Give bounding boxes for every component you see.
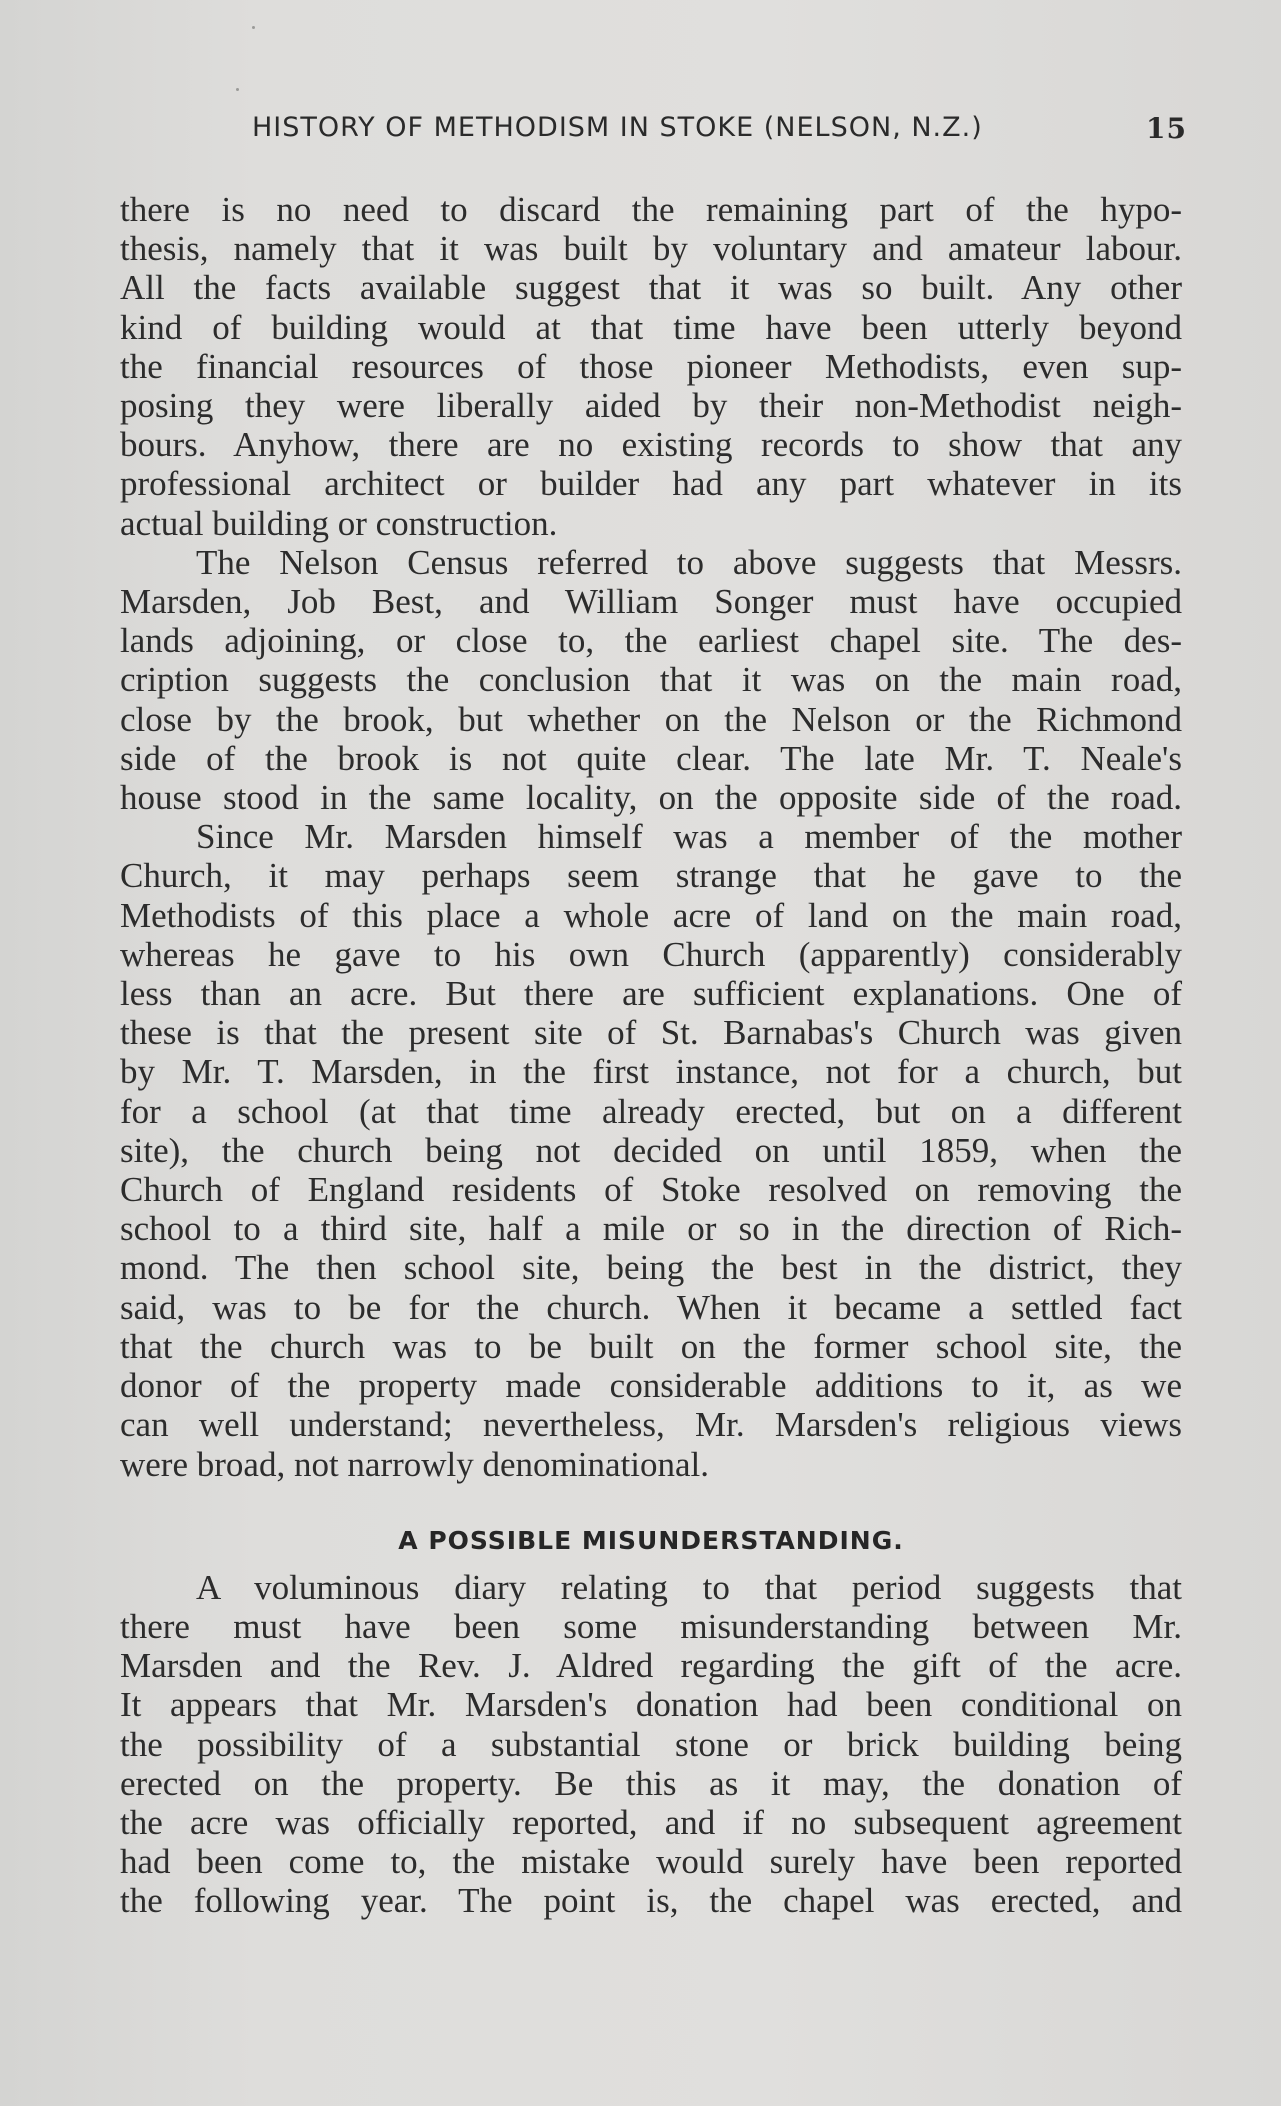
text-line: posing they were liberally aided by their non-Methodist neigh- — [120, 386, 1182, 426]
running-head-title: HISTORY OF METHODISM IN STOKE (NELSON, N.Z.) — [252, 112, 983, 143]
text-line: side of the brook is not quite clear. The late Mr. T. Neale's — [120, 738, 1182, 778]
text-line: the acre was officially reported, and if no subsequent agreement — [120, 1802, 1182, 1842]
text-line: cription suggests the conclusion that it was on the main road, — [120, 660, 1182, 700]
text-line: thesis, namely that it was built by voluntary and amateur labour. — [120, 229, 1182, 269]
text-line: A voluminous diary relating to that period suggests that — [196, 1567, 1182, 1607]
text-line: that the church was to be built on the former school site, the — [120, 1326, 1182, 1366]
text-line: close by the brook, but whether on the Nelson or the Richmond — [120, 699, 1182, 739]
text-line: site), the church being not decided on until 1859, when the — [120, 1130, 1182, 1170]
paragraph-2 — [120, 543, 1182, 817]
text-line: the financial resources of those pioneer Methodists, even sup- — [120, 346, 1182, 386]
page-number: 15 — [1146, 112, 1187, 145]
text-line: were broad, not narrowly denominational. — [120, 1444, 709, 1484]
text-line: lands adjoining, or close to, the earliest chapel site. The des- — [120, 621, 1182, 661]
text-line: It appears that Mr. Marsden's donation had been conditional on — [120, 1685, 1182, 1725]
paragraph-3 — [120, 817, 1182, 1483]
text-line: less than an acre. But there are sufficient explanations. One of — [120, 974, 1182, 1014]
text-line: the possibility of a substantial stone or brick building being — [120, 1724, 1182, 1764]
text-line: erected on the property. Be this as it may, the donation of — [120, 1763, 1182, 1803]
text-line: Marsden and the Rev. J. Aldred regarding the gift of the acre. — [120, 1646, 1182, 1686]
paragraph-1 — [120, 190, 1182, 543]
text-line: school to a third site, half a mile or so in the direction of Rich- — [120, 1209, 1182, 1249]
text-line: All the facts available suggest that it was so built. Any other — [120, 268, 1182, 308]
body-text — [120, 190, 1182, 1921]
text-line: bours. Anyhow, there are no existing records to show that any — [120, 425, 1182, 465]
text-line: Methodists of this place a whole acre of land on the main road, — [120, 895, 1182, 935]
paper-speck — [236, 88, 239, 91]
section-heading: A POSSIBLE MISUNDERSTANDING. — [398, 1525, 904, 1555]
text-line: whereas he gave to his own Church (apparently) considerably — [120, 934, 1182, 974]
text-line: there must have been some misunderstanding between Mr. — [120, 1606, 1182, 1646]
running-head — [252, 112, 1187, 152]
text-line: said, was to be for the church. When it became a settled fact — [120, 1287, 1182, 1327]
text-line: house stood in the same locality, on the opposite side of the road. — [120, 778, 1182, 818]
paper-speck — [252, 26, 255, 29]
text-line: the following year. The point is, the chapel was erected, and — [120, 1881, 1182, 1921]
text-line: can well understand; nevertheless, Mr. Marsden's religious views — [120, 1405, 1182, 1445]
text-line: for a school (at that time already erected, but on a different — [120, 1091, 1182, 1131]
paragraph-4 — [120, 1568, 1182, 1921]
text-line: Marsden, Job Best, and William Songer must have occupied — [120, 582, 1182, 622]
text-line: kind of building would at that time have been utterly beyond — [120, 307, 1182, 347]
text-line: there is no need to discard the remaining part of the hypo- — [120, 190, 1182, 229]
text-line: had been come to, the mistake would surely have been reported — [120, 1842, 1182, 1882]
text-line: professional architect or builder had any part whatever in its — [120, 464, 1182, 504]
text-line: Church, it may perhaps seem strange that he gave to the — [120, 856, 1182, 896]
text-line: The Nelson Census referred to above suggests that Messrs. — [196, 542, 1182, 582]
text-line: donor of the property made considerable additions to it, as we — [120, 1366, 1182, 1406]
text-line: Church of England residents of Stoke resolved on removing the — [120, 1170, 1182, 1210]
text-line: these is that the present site of St. Barnabas's Church was given — [120, 1013, 1182, 1053]
text-line: by Mr. T. Marsden, in the first instance, not for a church, but — [120, 1052, 1182, 1092]
text-line: actual building or construction. — [120, 503, 558, 543]
text-line: Since Mr. Marsden himself was a member of the mother — [196, 817, 1182, 857]
text-line: mond. The then school site, being the best in the district, they — [120, 1248, 1182, 1288]
